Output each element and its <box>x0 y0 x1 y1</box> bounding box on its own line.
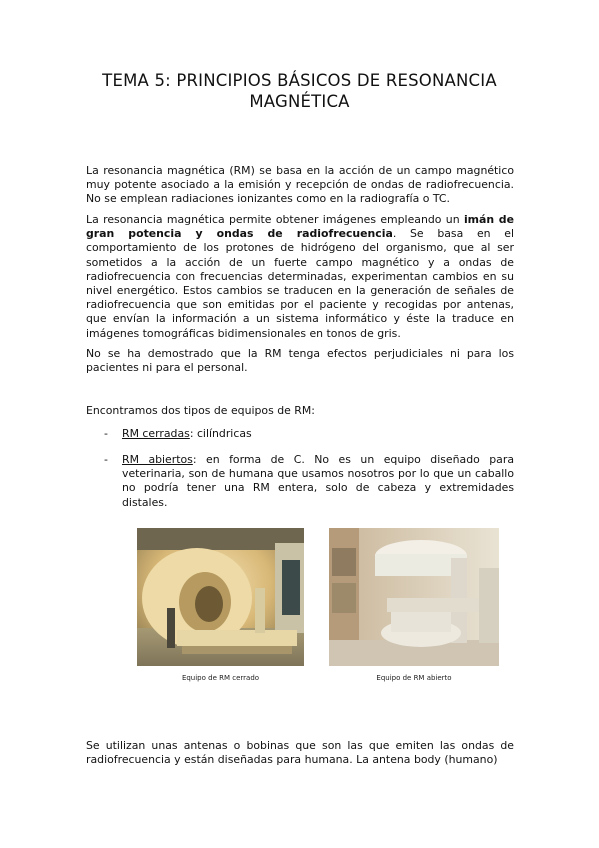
title-line-2: MAGNÉTICA <box>249 92 350 111</box>
paragraph-types-intro: Encontramos dos tipos de equipos de RM: <box>86 404 315 417</box>
closed-mri-description: : cilíndricas <box>189 427 252 440</box>
open-mri-photo <box>329 528 499 666</box>
list-item-closed-text <box>122 427 514 441</box>
term-closed-mri: RM cerradas <box>122 427 190 440</box>
closed-mri-caption: Equipo de RM cerrado <box>181 674 260 682</box>
open-mri-description: : en forma de C. No es un equipo diseñado para veterinaria, son de humana que usamos nosotros por lo que un caballo no podría tener una RM entera, solo de cabeza y extremidades distales. <box>122 453 514 509</box>
paragraph-intro: La resonancia magnética (RM) se basa en la acción de un campo magnético muy potente asociado a la emisión y recepción de ondas de radiofrecuencia. No se emplean radiaciones ionizantes como en la radiografía o TC. <box>86 164 514 206</box>
paragraph-principle-end: . Se basa en el comportamiento de los protones de hidrógeno del organismo, que al ser sometidos a la acción de un fuerte campo magnético y a ondas de radiofrecuencia con frecuencias determinadas, experimentan cambios en su nivel energético. Estos cambios se traducen en la generación de señales de radiofrecuencia que son emitidas por el paciente y recogidas por antenas, que envían la información a un sistema informático y éste la traduce en imágenes tomográficas bidimensionales en tonos de gris. <box>86 227 514 340</box>
list-dash: - <box>104 453 108 466</box>
paragraph-safety: No se ha demostrado que la RM tenga efectos perjudiciales ni para los pacientes ni para el personal. <box>86 347 514 375</box>
title-line-1: TEMA 5: PRINCIPIOS BÁSICOS DE RESONANCIA <box>102 71 497 90</box>
paragraph-principle-start: La resonancia magnética permite obtener imágenes empleando un <box>86 213 464 226</box>
paragraph-antennas: Se utilizan unas antenas o bobinas que son las que emiten las ondas de radiofrecuencia y están diseñadas para humana. La antena body (humano) <box>86 739 514 767</box>
paragraph-principle-bold: imán de gran potencia y ondas de radiofrecuencia <box>86 213 514 241</box>
open-mri-caption: Equipo de RM abierto <box>376 674 452 682</box>
term-open-mri: RM abiertos <box>122 453 193 466</box>
list-dash: - <box>104 427 108 440</box>
page-title <box>60 70 539 112</box>
paragraph-principle <box>86 213 514 341</box>
list-item-open-text <box>122 453 514 510</box>
closed-mri-photo <box>137 528 304 666</box>
